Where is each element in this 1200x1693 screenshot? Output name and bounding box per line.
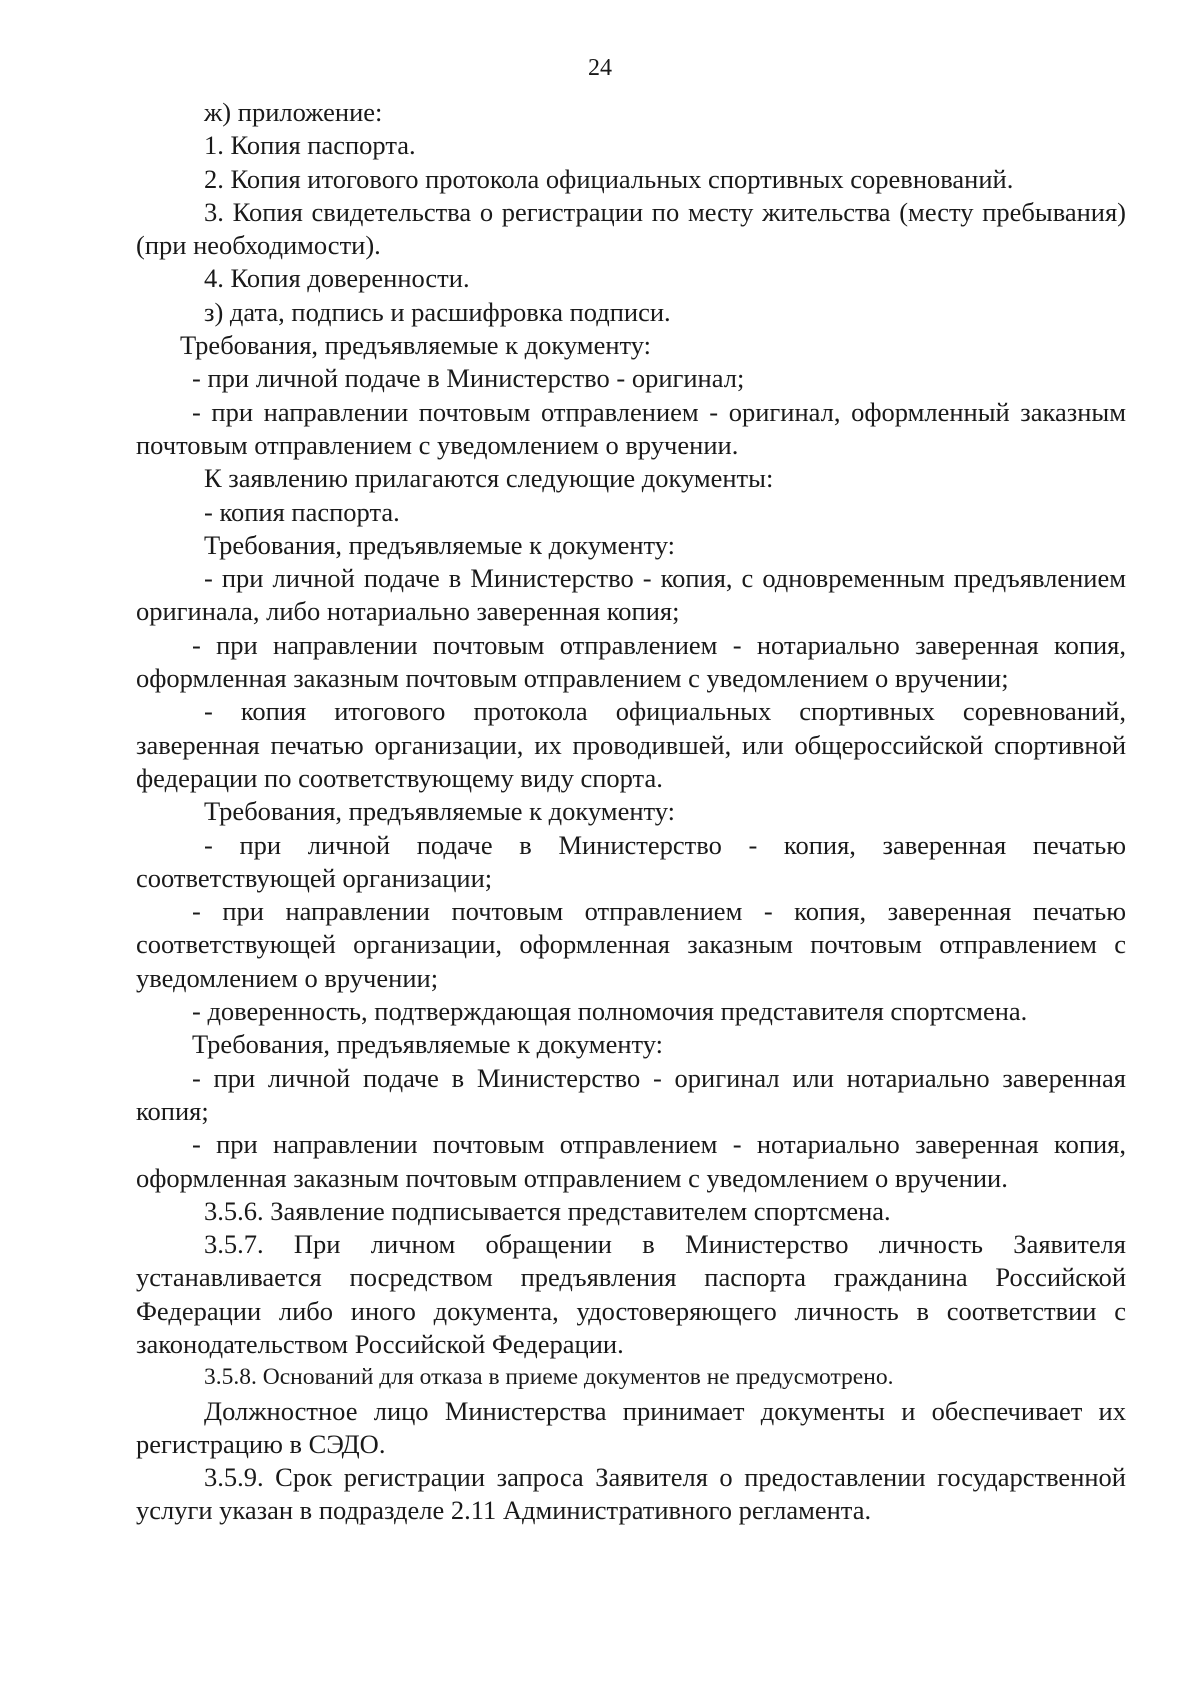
paragraph-protocol-copy: - копия итогового протокола официальных спортивных соревнований, заверенная печатью организации, их проводившей, или общероссийской спортивной федерации по соответствующему виду спорта. xyxy=(136,696,1126,793)
paragraph-attached-documents: К заявлению прилагаются следующие документы: xyxy=(204,463,774,494)
paragraph-3-5-7: 3.5.7. При личном обращении в Министерство личность Заявителя устанавливается посредством предъявления паспорта гражданина Российской Федерации либо иного документа, удостоверяющего личность в соответствии с законодательством Российской Федерации. xyxy=(136,1229,1126,1359)
paragraph-date-signature: з) дата, подпись и расшифровка подписи. xyxy=(204,296,671,327)
paragraph-3-5-6: 3.5.6. Заявление подписывается представителем спортсмена. xyxy=(204,1195,891,1226)
paragraph-attachment-1: 1. Копия паспорта. xyxy=(204,130,416,161)
paragraph-requirement-mail-1: - при направлении почтовым отправлением - оригинал, оформленный заказным почтовым отправлением с уведомлением о вручении. xyxy=(136,396,1126,460)
paragraph-attachment-3: 3. Копия свидетельства о регистрации по месту жительства (месту пребывания) (при необходимости). xyxy=(136,196,1126,261)
paragraph-requirement-in-person-4: - при личной подаче в Министерство - оригинал или нотариально заверенная копия; xyxy=(136,1062,1126,1126)
paragraph-attachment-4: 4. Копия доверенности. xyxy=(204,263,470,294)
paragraph-requirement-in-person-2: - при личной подаче в Министерство - копия, с одновременным предъявлением оригинала, либо нотариально заверенная копия; xyxy=(136,563,1126,627)
paragraph-attachment-2: 2. Копия итогового протокола официальных спортивных соревнований. xyxy=(204,163,1014,194)
paragraph-requirements-4: Требования, предъявляемые к документу: xyxy=(192,1029,664,1060)
paragraph-3-5-9: 3.5.9. Срок регистрации запроса Заявителя о предоставлении государственной услуги указан в подразделе 2.11 Административного регламента. xyxy=(136,1462,1126,1526)
paragraph-attachments-heading: ж) приложение: xyxy=(204,97,383,127)
paragraph-requirement-in-person-1: - при личной подаче в Министерство - оригинал; xyxy=(192,363,745,394)
paragraph-requirements-1: Требования, предъявляемые к документу: xyxy=(180,330,652,361)
paragraph-requirements-2: Требования, предъявляемые к документу: xyxy=(204,529,676,560)
paragraph-3-5-8: 3.5.8. Оснований для отказа в приеме документов не предусмотрено. xyxy=(204,1364,894,1391)
paragraph-requirement-in-person-3: - при личной подаче в Министерство - копия, заверенная печатью соответствующей организации; xyxy=(136,829,1126,893)
paragraph-official-registration: Должностное лицо Министерства принимает документы и обеспечивает их регистрацию в СЭДО. xyxy=(136,1395,1126,1459)
paragraph-requirement-mail-4: - при направлении почтовым отправлением - нотариально заверенная копия, оформленная заказным почтовым отправлением с уведомлением о вручении. xyxy=(136,1129,1126,1193)
page-number: 24 xyxy=(588,55,612,81)
paragraph-power-of-attorney: - доверенность, подтверждающая полномочия представителя спортсмена. xyxy=(192,996,1028,1027)
paragraph-requirement-mail-3: - при направлении почтовым отправлением - копия, заверенная печатью соответствующей организации, оформленная заказным почтовым отправлением с уведомлением о вручении; xyxy=(136,896,1126,993)
paragraph-passport-copy: - копия паспорта. xyxy=(204,496,400,527)
document-body xyxy=(136,96,1126,1528)
paragraph-requirement-mail-2: - при направлении почтовым отправлением - нотариально заверенная копия, оформленная заказным почтовым отправлением с уведомлением о вручении; xyxy=(136,629,1126,694)
paragraph-requirements-3: Требования, предъявляемые к документу: xyxy=(204,796,676,827)
